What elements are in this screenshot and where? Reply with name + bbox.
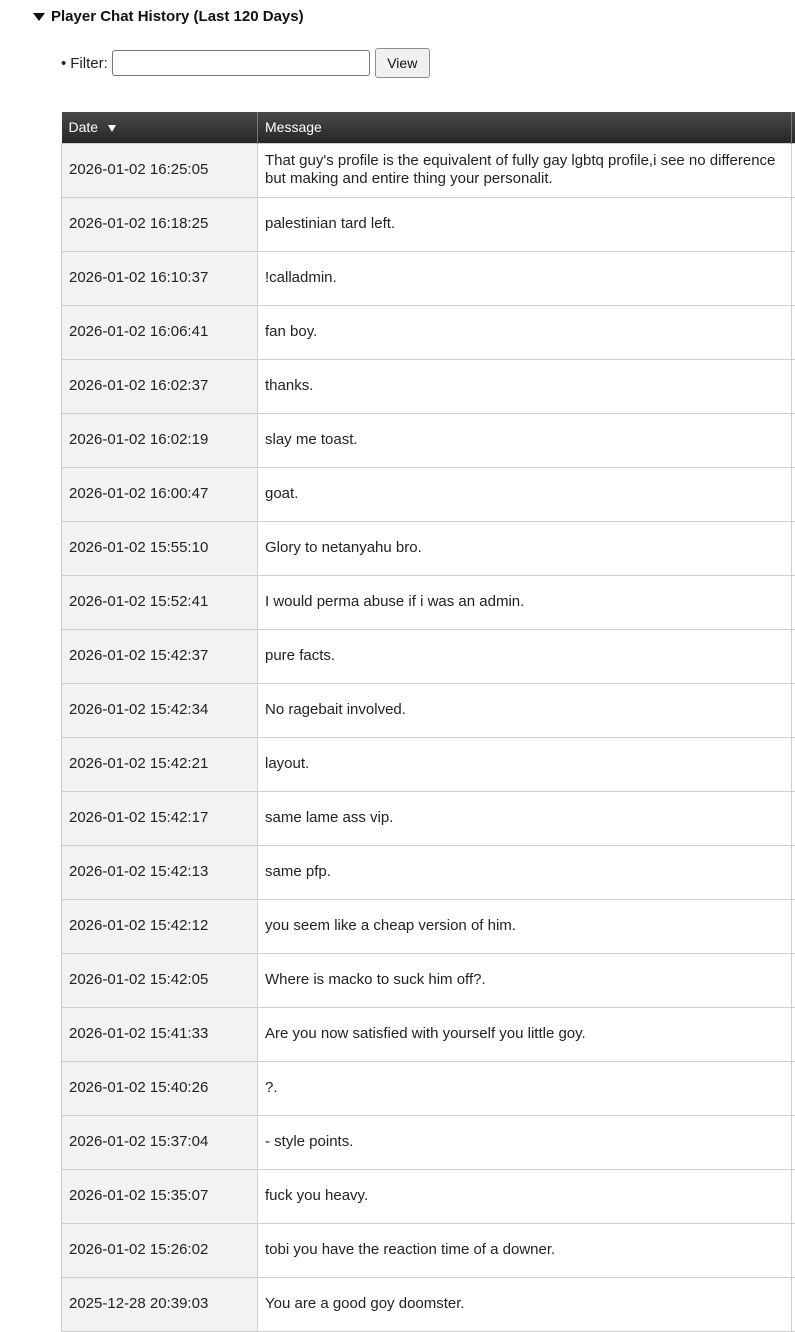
extra-cell: [792, 521, 795, 575]
table-row: [62, 359, 795, 413]
date-cell: 2026-01-02 16:02:19: [62, 413, 258, 467]
date-cell: 2026-01-02 15:42:37: [62, 629, 258, 683]
table-row: [62, 1007, 795, 1061]
table-row: [62, 575, 795, 629]
sort-descending-icon[interactable]: [108, 125, 116, 132]
extra-cell: [792, 683, 795, 737]
table-row: [62, 197, 795, 251]
column-header-extra: [792, 112, 795, 143]
date-cell: 2026-01-02 16:10:37: [62, 251, 258, 305]
extra-cell: [792, 953, 795, 1007]
date-cell: 2026-01-02 15:41:33: [62, 1007, 258, 1061]
date-cell: 2026-01-02 15:40:26: [62, 1061, 258, 1115]
extra-cell: [792, 1115, 795, 1169]
message-cell: goat.: [258, 467, 792, 521]
table-header-row: [62, 112, 795, 143]
extra-cell: [792, 575, 795, 629]
table-row: [62, 251, 795, 305]
column-header-message[interactable]: [258, 112, 792, 143]
message-cell: same lame ass vip.: [258, 791, 792, 845]
message-cell: layout.: [258, 737, 792, 791]
extra-cell: [792, 359, 795, 413]
message-cell: slay me toast.: [258, 413, 792, 467]
date-cell: 2026-01-02 16:00:47: [62, 467, 258, 521]
date-cell: 2026-01-02 16:25:05: [62, 143, 258, 197]
table-row: [62, 1061, 795, 1115]
message-cell: !calladmin.: [258, 251, 792, 305]
filter-input[interactable]: [112, 50, 370, 76]
date-cell: 2026-01-02 15:42:34: [62, 683, 258, 737]
message-cell: palestinian tard left.: [258, 197, 792, 251]
table-body: [62, 143, 795, 1331]
message-cell: - style points.: [258, 1115, 792, 1169]
extra-cell: [792, 629, 795, 683]
extra-cell: [792, 251, 795, 305]
table-row: [62, 629, 795, 683]
chat-history-table: [61, 112, 795, 1332]
message-cell: Glory to netanyahu bro.: [258, 521, 792, 575]
filter-label: Filter:: [70, 55, 108, 72]
date-cell: 2026-01-02 15:42:21: [62, 737, 258, 791]
extra-cell: [792, 1169, 795, 1223]
table-row: [62, 305, 795, 359]
message-cell: Are you now satisfied with yourself you little goy.: [258, 1007, 792, 1061]
table-row: [62, 521, 795, 575]
extra-cell: [792, 1007, 795, 1061]
extra-cell: [792, 845, 795, 899]
message-cell: pure facts.: [258, 629, 792, 683]
extra-cell: [792, 1277, 795, 1331]
date-cell: 2026-01-02 15:26:02: [62, 1223, 258, 1277]
collapse-triangle-icon[interactable]: [33, 13, 45, 21]
table-row: [62, 953, 795, 1007]
message-cell: ?.: [258, 1061, 792, 1115]
table-row: [62, 1223, 795, 1277]
table-row: [62, 1169, 795, 1223]
column-header-date[interactable]: [62, 112, 258, 143]
section-header[interactable]: [33, 8, 304, 25]
message-cell: That guy's profile is the equivalent of fully gay lgbtq profile,i see no difference but making and entire thing your personalit.: [258, 143, 792, 197]
date-cell: 2026-01-02 15:37:04: [62, 1115, 258, 1169]
bullet: •: [61, 55, 66, 72]
message-cell: same pfp.: [258, 845, 792, 899]
column-header-date-label: Date: [69, 119, 99, 135]
extra-cell: [792, 1061, 795, 1115]
extra-cell: [792, 467, 795, 521]
date-cell: 2026-01-02 16:02:37: [62, 359, 258, 413]
date-cell: 2026-01-02 15:42:17: [62, 791, 258, 845]
message-cell: you seem like a cheap version of him.: [258, 899, 792, 953]
message-cell: tobi you have the reaction time of a downer.: [258, 1223, 792, 1277]
date-cell: 2026-01-02 15:42:12: [62, 899, 258, 953]
table-row: [62, 899, 795, 953]
date-cell: 2026-01-02 15:42:13: [62, 845, 258, 899]
extra-cell: [792, 899, 795, 953]
extra-cell: [792, 197, 795, 251]
message-cell: fan boy.: [258, 305, 792, 359]
column-header-message-label: Message: [265, 119, 322, 135]
message-cell: You are a good goy doomster.: [258, 1277, 792, 1331]
table-row: [62, 683, 795, 737]
table-row: [62, 143, 795, 197]
filter-row: [61, 48, 430, 78]
extra-cell: [792, 1223, 795, 1277]
extra-cell: [792, 413, 795, 467]
table-row: [62, 737, 795, 791]
message-cell: Where is macko to suck him off?.: [258, 953, 792, 1007]
chat-history-table-container: [61, 112, 795, 1332]
date-cell: 2026-01-02 15:52:41: [62, 575, 258, 629]
message-cell: fuck you heavy.: [258, 1169, 792, 1223]
date-cell: 2026-01-02 16:18:25: [62, 197, 258, 251]
date-cell: 2026-01-02 16:06:41: [62, 305, 258, 359]
table-row: [62, 845, 795, 899]
extra-cell: [792, 305, 795, 359]
extra-cell: [792, 791, 795, 845]
message-cell: I would perma abuse if i was an admin.: [258, 575, 792, 629]
table-row: [62, 467, 795, 521]
section-title: Player Chat History (Last 120 Days): [51, 8, 304, 25]
table-row: [62, 1115, 795, 1169]
table-row: [62, 1277, 795, 1331]
table-row: [62, 413, 795, 467]
date-cell: 2026-01-02 15:55:10: [62, 521, 258, 575]
message-cell: No ragebait involved.: [258, 683, 792, 737]
extra-cell: [792, 737, 795, 791]
date-cell: 2025-12-28 20:39:03: [62, 1277, 258, 1331]
view-button[interactable]: View: [375, 48, 430, 78]
message-cell: thanks.: [258, 359, 792, 413]
table-row: [62, 791, 795, 845]
extra-cell: [792, 143, 795, 197]
date-cell: 2026-01-02 15:35:07: [62, 1169, 258, 1223]
date-cell: 2026-01-02 15:42:05: [62, 953, 258, 1007]
